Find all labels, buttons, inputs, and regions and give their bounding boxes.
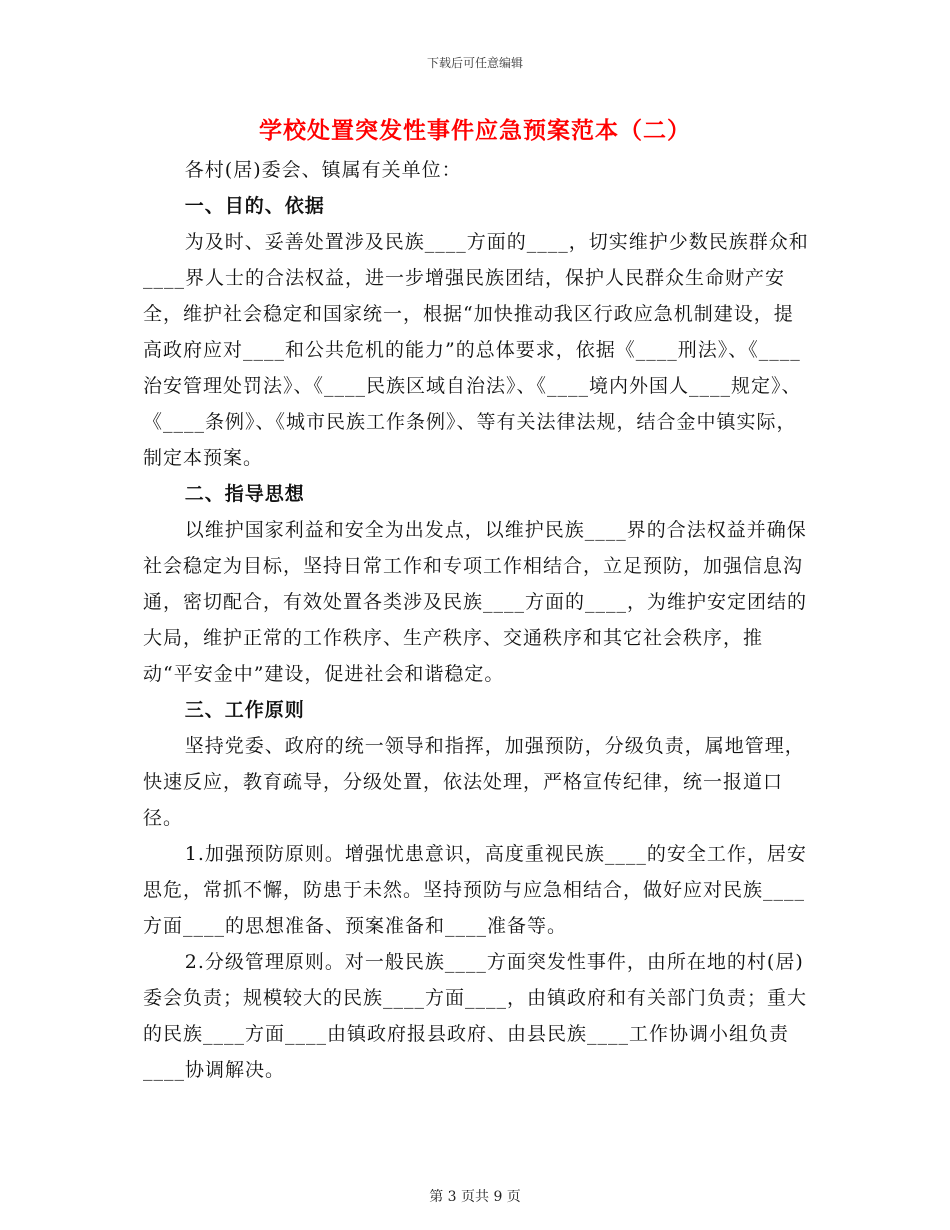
document-title: 学校处置突发性事件应急预案范本（二） <box>259 117 691 144</box>
paragraph-prevention-principle: 1.加强预防原则。增强忧患意识，高度重视民族____的安全工作，居安思危，常抓不懈，防患于未然。坚持预防与应急相结合，做好应对民族____方面____的思想准备、预案准备和____准备等。 <box>143 843 807 937</box>
document-body <box>143 152 809 1088</box>
section-heading-guiding-ideology: 二、指导思想 <box>184 483 305 505</box>
page-header: 下载后可任意编辑 <box>426 56 523 70</box>
paragraph-purpose: 为及时、妥善处置涉及民族____方面的____，切实维护少数民族群众和____界人士的合法权益，进一步增强民族团结，保护人民群众生命财产安全，维护社会稳定和国家统一，根据“加快推动我区行政应急机制建设，提高政府应对____和公共危机的能力”的总体要求，依据《____刑法》、《____治安管理处罚法》、《____民族区域自治法》、《____境内外国人____规定》、《____条例》、《城市民族工作条例》、等有关法律法规，结合金中镇实际，制定本预案。 <box>143 231 809 469</box>
section-heading-work-principles: 三、工作原则 <box>184 699 305 721</box>
paragraph-guiding-ideology: 以维护国家利益和安全为出发点，以维护民族____界的合法权益并确保社会稳定为目标，坚持日常工作和专项工作相结合，立足预防，加强信息沟通，密切配合，有效处置各类涉及民族____方面的____，为维护安定团结的大局，维护正常的工作秩序、生产秩序、交通秩序和其它社会秩序，推动“平安金中”建设，促进社会和谐稳定。 <box>143 519 808 685</box>
salutation: 各村(居)委会、镇属有关单位： <box>184 159 462 181</box>
page-number: 第 3 页共 9 页 <box>429 1189 521 1205</box>
paragraph-work-principles: 坚持党委、政府的统一领导和指挥，加强预防，分级负责，属地管理，快速反应，教育疏导，分级处置，依法处理，严格宣传纪律，统一报道口径。 <box>143 735 805 829</box>
section-heading-purpose: 一、目的、依据 <box>184 195 325 217</box>
paragraph-tiered-management-principle: 2.分级管理原则。对一般民族____方面突发性事件，由所在地的村(居)委会负责；规模较大的民族____方面____，由镇政府和有关部门负责；重大的民族____方面____由镇政府报县政府、由县民族____工作协调小组负责____协调解决。 <box>143 951 808 1081</box>
